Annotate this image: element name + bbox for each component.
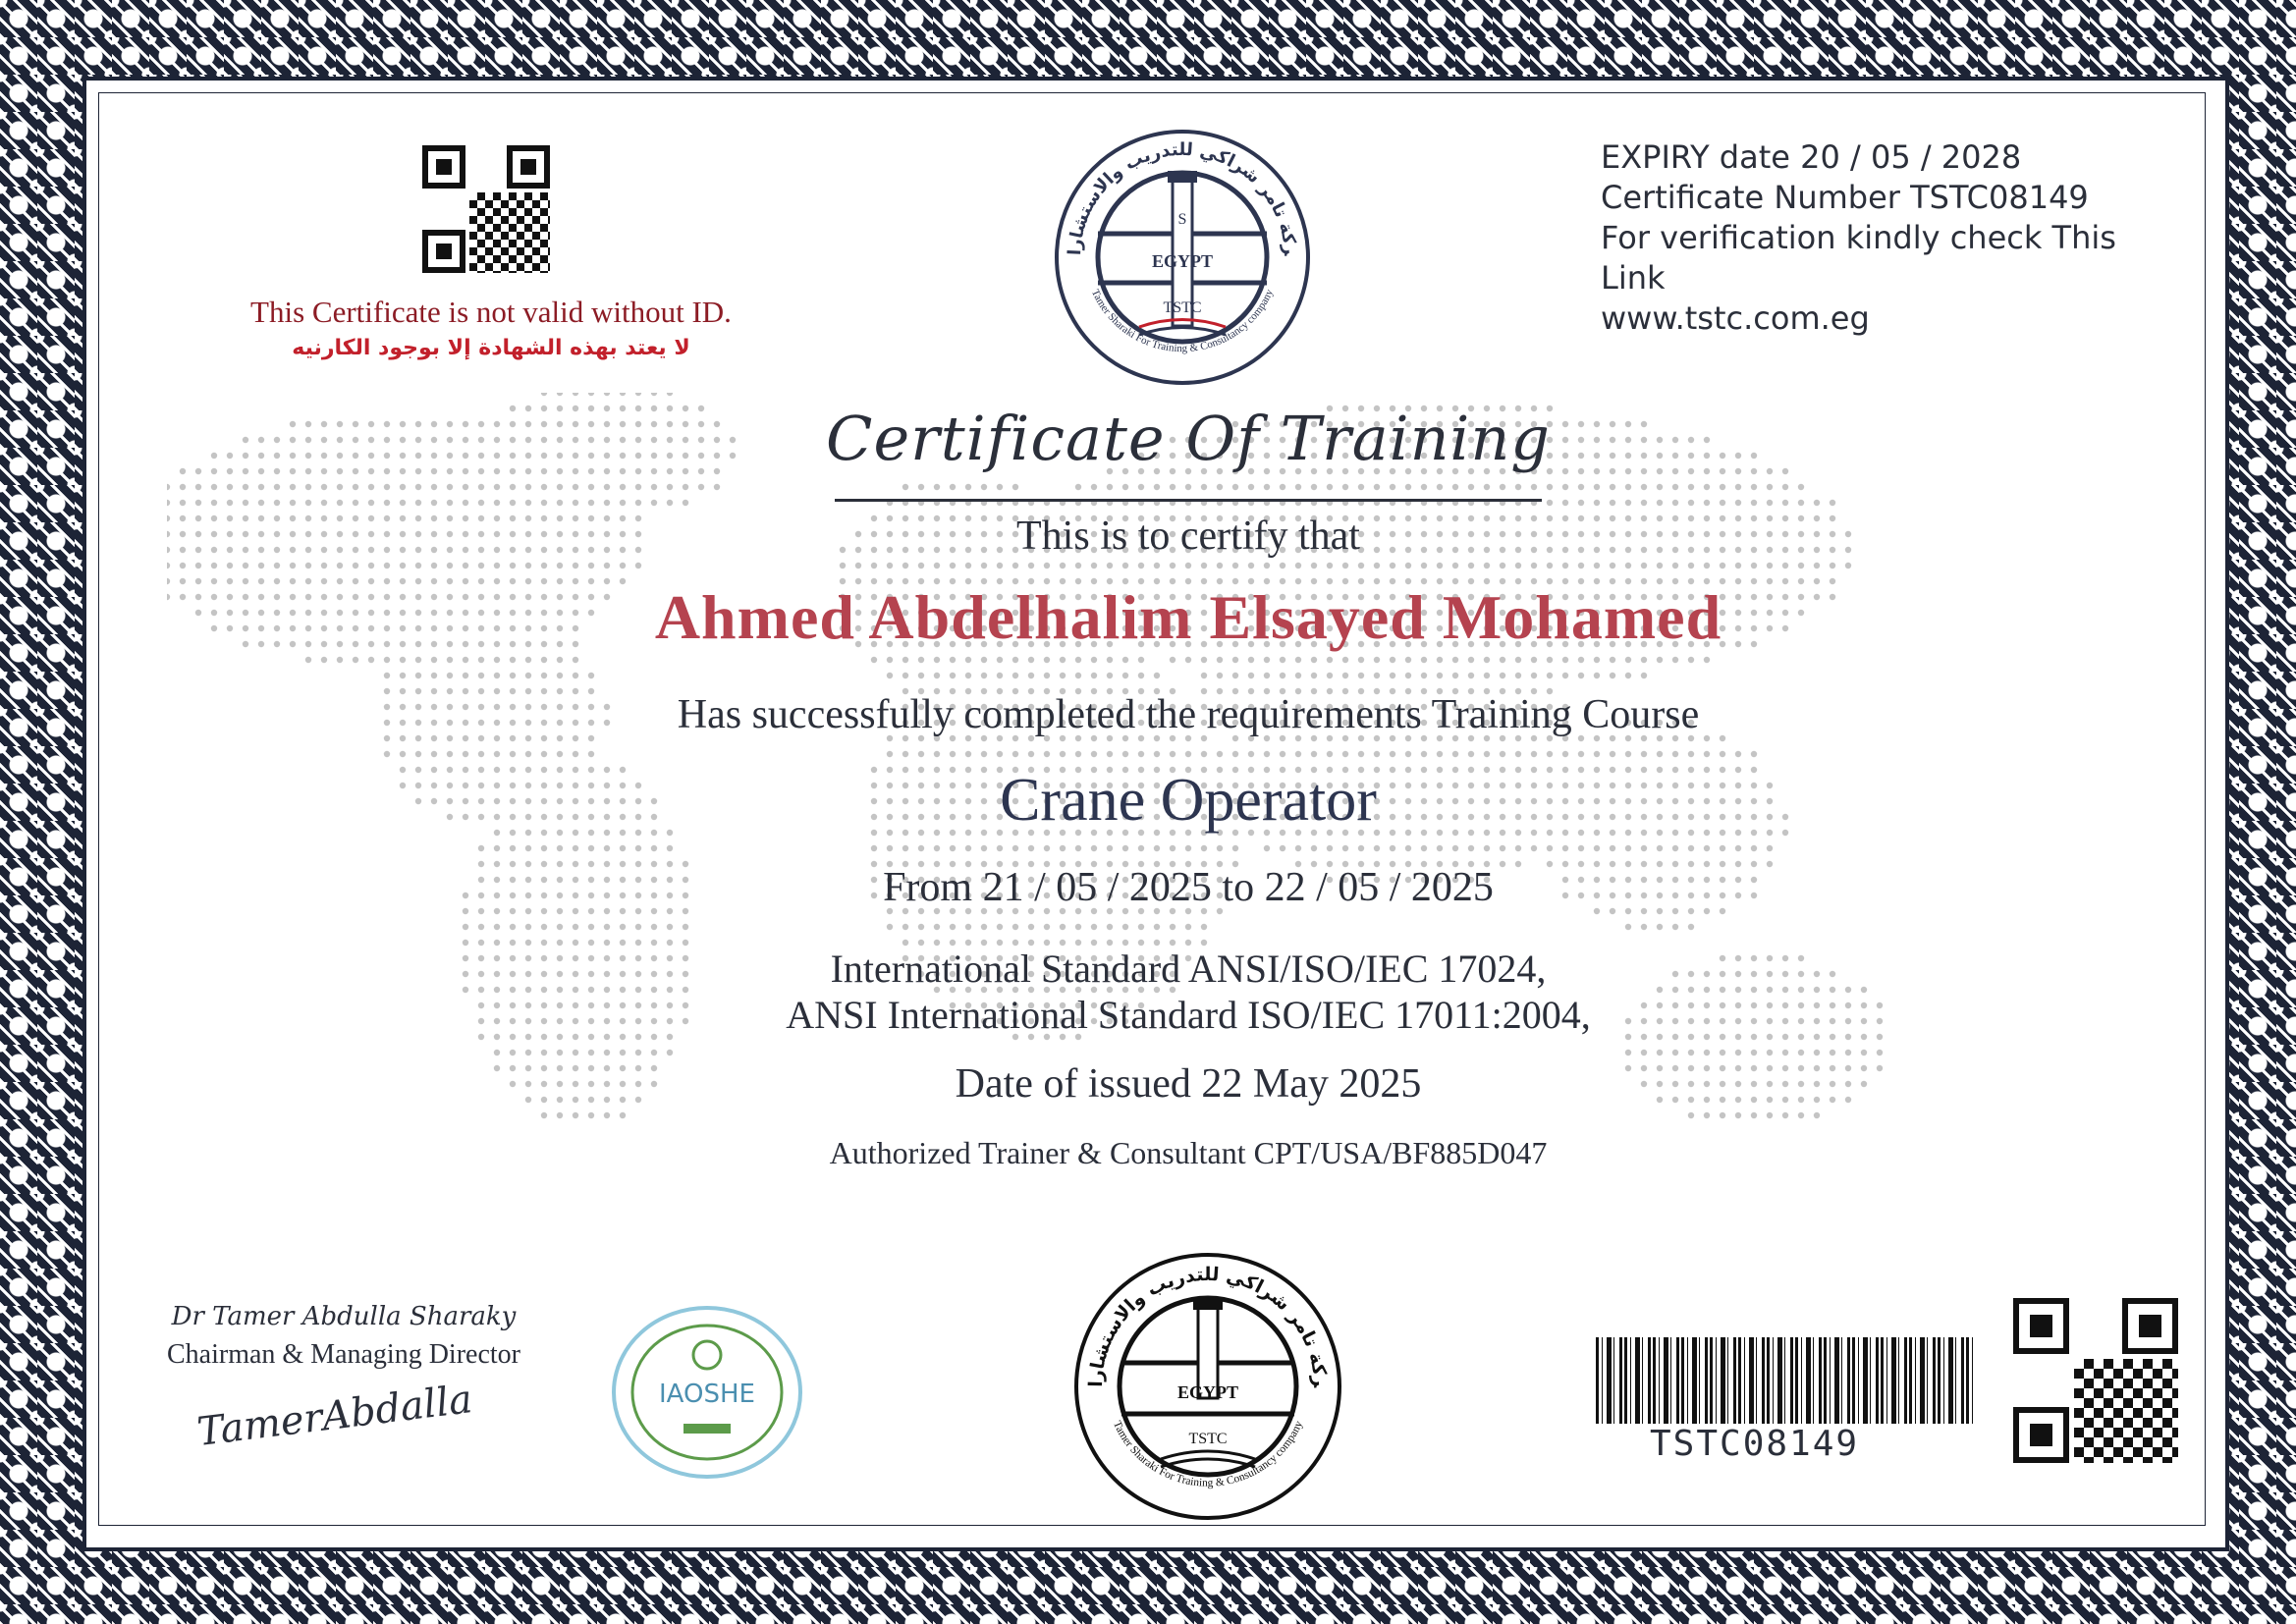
seal-icon (1051, 126, 1314, 389)
id-notice-arabic: لا يعتد بهذه الشهادة إلا بوجود الكارنيه (292, 336, 690, 360)
seal-abbr: TSTC (1163, 299, 1202, 316)
certificate-title: Certificate Of Training (826, 403, 1551, 474)
barcode-number: TSTC08149 (1650, 1424, 1860, 1464)
course-name: Crane Operator (1000, 767, 1377, 834)
qr-code-icon (422, 145, 550, 273)
seal-english-text: Tamer Sharaki For Training & Consultancy company (1110, 1419, 1306, 1489)
signatory-name: Dr Tamer Abdulla Sharaky (171, 1302, 517, 1331)
id-notice-english: This Certificate is not valid without ID. (250, 295, 732, 329)
seal-arabic-text: ركة تامر شراكي للتدريب والاستشارات (1064, 138, 1301, 256)
certificate-number: Certificate Number TSTC08149 (1601, 179, 2089, 216)
certify-line: This is to certify that (1016, 514, 1360, 559)
signatory-role: Chairman & Managing Director (166, 1339, 520, 1370)
standard-line-2: ANSI International Standard ISO/IEC 17011:2004, (786, 993, 1591, 1037)
recipient-name: Ahmed Abdelhalim Elsayed Mohamed (654, 582, 1722, 652)
website-link[interactable]: www.tstc.com.eg (1601, 299, 1870, 337)
iaoshe-logo-icon (609, 1304, 805, 1481)
barcode-icon (1596, 1337, 1977, 1424)
seal-country: EGYPT (1151, 251, 1214, 271)
seal-arabic-text: ركة تامر شراكي للتدريب والاستشارات (1084, 1263, 1332, 1388)
trainer-line: Authorized Trainer & Consultant CPT/USA/BF885D047 (829, 1135, 1548, 1170)
qr-code-icon (2013, 1298, 2178, 1463)
seal-english-text: Tamer Sharaki For Training & Consultancy company (1088, 287, 1277, 355)
issue-date: Date of issued 22 May 2025 (955, 1061, 1422, 1107)
completion-line: Has successfully completed the requirements Training Course (677, 692, 1700, 737)
iaoshe-label: IAOSHE (659, 1380, 755, 1409)
seal-abbr: TSTC (1188, 1431, 1228, 1447)
expiry-date: EXPIRY date 20 / 05 / 2028 (1601, 138, 2022, 176)
standard-line-1: International Standard ANSI/ISO/IEC 17024, (830, 947, 1547, 991)
seal-country: EGYPT (1176, 1382, 1239, 1402)
signature: TamerAbdalla (194, 1377, 475, 1456)
seal-letter-1: S (1177, 211, 1187, 228)
seal-icon (1070, 1249, 1345, 1524)
training-dates: From 21 / 05 / 2025 to 22 / 05 / 2025 (883, 865, 1494, 910)
title-underline (835, 499, 1542, 502)
verification-note: For verification kindly check This Link (1601, 219, 2116, 297)
